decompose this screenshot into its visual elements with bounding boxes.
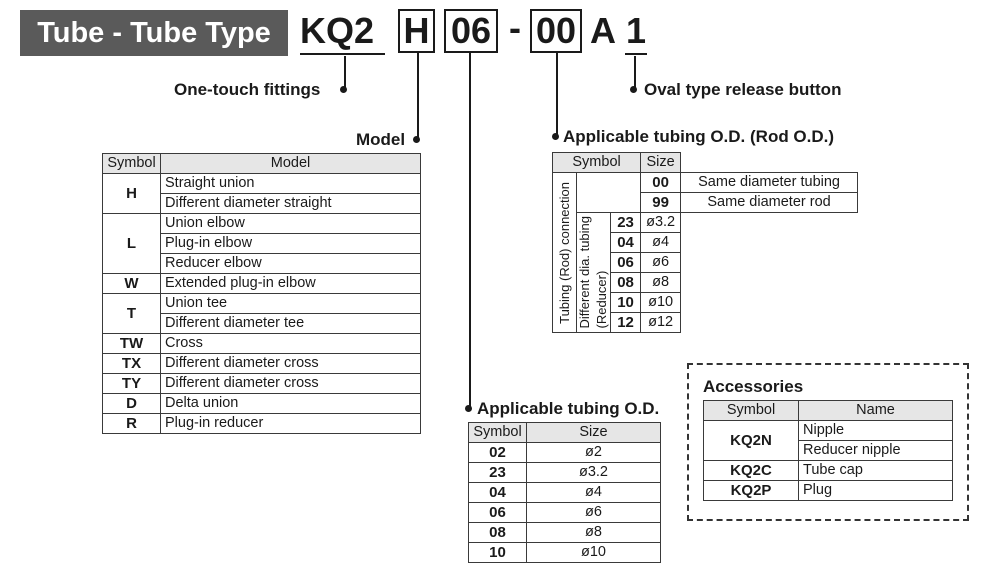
label-model: Model [356, 130, 406, 149]
table-row [704, 461, 953, 481]
rod-symbol: 06 [611, 253, 641, 273]
rod-th-size: Size [641, 153, 681, 173]
model-name: Union elbow [161, 214, 421, 234]
label-release-button: Oval type release button [644, 80, 842, 99]
code-series: KQ2 [300, 9, 385, 55]
connector-model [417, 53, 419, 140]
tubing-size: ø2 [527, 443, 661, 463]
table-row [103, 174, 421, 194]
rod-inner-label-2: (Reducer) [593, 270, 609, 329]
model-symbol-w: W [103, 274, 161, 294]
model-name: Cross [161, 334, 421, 354]
code-release: 1 [625, 9, 647, 55]
code-suffix-a: A [590, 10, 616, 51]
rod-size: ø6 [641, 253, 681, 273]
acc-symbol-kq2c: KQ2C [704, 461, 799, 481]
code-rod-od: 00 [530, 9, 582, 53]
rod-size: ø4 [641, 233, 681, 253]
table-row [469, 483, 661, 503]
rod-symbol: 12 [611, 313, 641, 333]
table-row [469, 463, 661, 483]
model-name: Delta union [161, 394, 421, 414]
model-symbol-tw: TW [103, 334, 161, 354]
table-row [704, 481, 953, 501]
rod-size: ø10 [641, 293, 681, 313]
table-row [469, 503, 661, 523]
rod-size: Same diameter tubing [681, 173, 858, 193]
rod-size: Same diameter rod [681, 193, 858, 213]
acc-th-name: Name [799, 401, 953, 421]
tubing-size: ø10 [527, 543, 661, 563]
rod-symbol: 08 [611, 273, 641, 293]
acc-name: Reducer nipple [799, 441, 953, 461]
connector-rod-od [556, 53, 558, 137]
table-row [103, 274, 421, 294]
code-model: H [398, 9, 435, 53]
tubing-th-size: Size [527, 423, 661, 443]
acc-symbol-kq2p: KQ2P [704, 481, 799, 501]
table-row [103, 334, 421, 354]
tubing-symbol: 10 [469, 543, 527, 563]
model-th-model: Model [161, 154, 421, 174]
tubing-th-symbol: Symbol [469, 423, 527, 443]
rod-symbol: 00 [641, 173, 681, 193]
model-symbol-d: D [103, 394, 161, 414]
model-name: Extended plug-in elbow [161, 274, 421, 294]
model-symbol-ty: TY [103, 374, 161, 394]
table-row [103, 214, 421, 234]
model-name: Different diameter cross [161, 354, 421, 374]
rod-inner-label-cell [577, 213, 611, 333]
table-row [469, 443, 661, 463]
tubing-symbol: 02 [469, 443, 527, 463]
model-table [102, 153, 421, 434]
table-row [103, 354, 421, 374]
connector-dot-tubing-od [465, 405, 472, 412]
rod-symbol: 23 [611, 213, 641, 233]
acc-symbol-kq2n: KQ2N [704, 421, 799, 461]
model-symbol-r: R [103, 414, 161, 434]
tubing-od-table [468, 422, 661, 563]
connector-series [344, 56, 346, 90]
connector-dot-series [340, 86, 347, 93]
model-name: Plug-in reducer [161, 414, 421, 434]
rod-outer-label: Tubing (Rod) connection [556, 181, 572, 324]
connector-release [634, 56, 636, 90]
code-dash: - [509, 7, 521, 48]
label-one-touch: One-touch fittings [174, 80, 321, 99]
rod-symbol: 04 [611, 233, 641, 253]
label-tubing-od: Applicable tubing O.D. [477, 399, 660, 418]
table-row [553, 173, 858, 193]
tubing-size: ø4 [527, 483, 661, 503]
rod-outer-label-cell [553, 173, 577, 333]
table-row [103, 414, 421, 434]
rod-size: ø12 [641, 313, 681, 333]
table-row [103, 394, 421, 414]
model-name: Plug-in elbow [161, 234, 421, 254]
rod-blank-cell [577, 173, 641, 213]
rod-symbol: 10 [611, 293, 641, 313]
table-row [103, 374, 421, 394]
model-name: Different diameter cross [161, 374, 421, 394]
table-row [704, 421, 953, 441]
table-row [553, 213, 858, 233]
acc-name: Plug [799, 481, 953, 501]
table-row [469, 523, 661, 543]
tubing-symbol: 23 [469, 463, 527, 483]
model-name: Different diameter straight [161, 194, 421, 214]
model-name: Union tee [161, 294, 421, 314]
acc-name: Tube cap [799, 461, 953, 481]
accessories-table [703, 400, 953, 501]
tubing-size: ø8 [527, 523, 661, 543]
tubing-symbol: 04 [469, 483, 527, 503]
accessories-title: Accessories [703, 377, 804, 396]
table-row [103, 294, 421, 314]
model-name: Reducer elbow [161, 254, 421, 274]
tubing-symbol: 06 [469, 503, 527, 523]
table-row [469, 543, 661, 563]
model-symbol-tx: TX [103, 354, 161, 374]
code-tubing-od: 06 [444, 9, 498, 53]
rod-od-table [552, 152, 858, 333]
rod-th-symbol: Symbol [553, 153, 641, 173]
connector-tubing-od [469, 53, 471, 409]
rod-symbol: 99 [641, 193, 681, 213]
model-name: Straight union [161, 174, 421, 194]
model-symbol-h: H [103, 174, 161, 214]
acc-name: Nipple [799, 421, 953, 441]
rod-inner-label-1: Different dia. tubing [577, 216, 593, 329]
label-rod-od: Applicable tubing O.D. (Rod O.D.) [563, 127, 835, 146]
tubing-size: ø3.2 [527, 463, 661, 483]
rod-size: ø8 [641, 273, 681, 293]
rod-size: ø3.2 [641, 213, 681, 233]
tubing-symbol: 08 [469, 523, 527, 543]
connector-dot-rod-od [552, 133, 559, 140]
acc-th-symbol: Symbol [704, 401, 799, 421]
tubing-size: ø6 [527, 503, 661, 523]
model-th-symbol: Symbol [103, 154, 161, 174]
connector-dot-release [630, 86, 637, 93]
model-symbol-t: T [103, 294, 161, 334]
model-symbol-l: L [103, 214, 161, 274]
model-name: Different diameter tee [161, 314, 421, 334]
connector-dot-model [413, 136, 420, 143]
page-title: Tube - Tube Type [20, 10, 288, 56]
